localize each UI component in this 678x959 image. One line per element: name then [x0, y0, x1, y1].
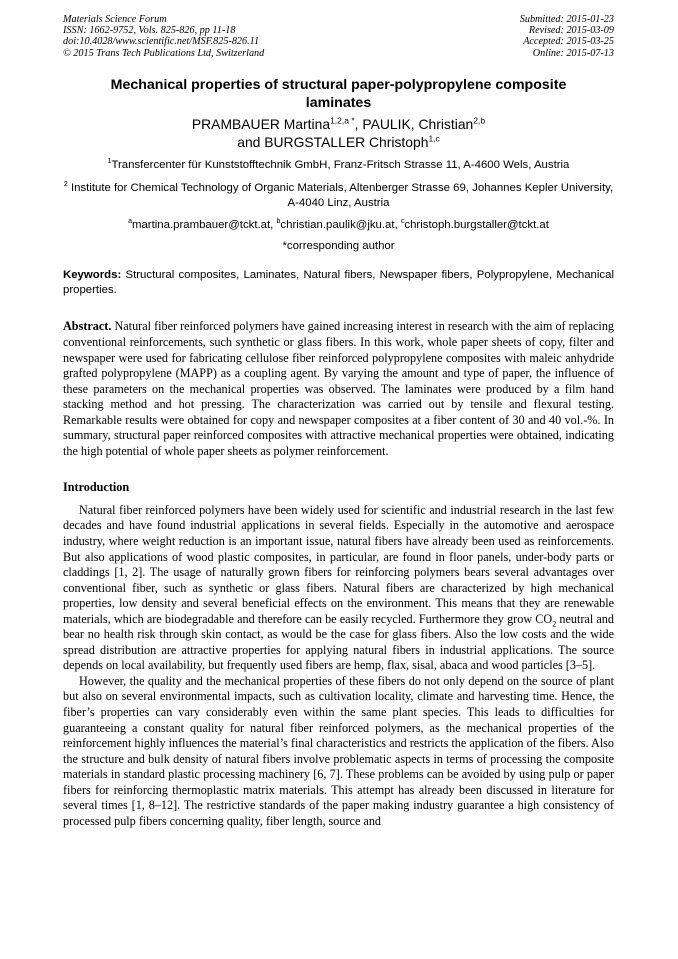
author-emails — [63, 218, 614, 233]
journal-header — [63, 14, 614, 59]
author-and: and — [237, 133, 265, 150]
author-separator: , — [354, 115, 363, 132]
accepted-date: Accepted: 2015-03-25 — [523, 36, 614, 48]
paper-title: Mechanical properties of structural paper-polypropylene composite laminates — [110, 76, 567, 111]
author-line-2 — [63, 133, 614, 151]
abstract-block — [63, 319, 614, 459]
affiliation-2-text: Institute for Chemical Technology of Organic Materials, Altenberger Strasse 69, Johannes Kepler University, A-4040 Linz, Austria — [70, 181, 614, 209]
email-separator: , — [394, 218, 401, 231]
co2-subscript: 2 — [552, 619, 557, 629]
email-separator: , — [270, 218, 277, 231]
submitted-date: Submitted: 2015-01-23 — [519, 14, 614, 25]
revised-date: Revised: 2015-03-09 — [528, 25, 614, 37]
email-a[interactable]: martina.prambauer@tckt.at — [131, 218, 271, 231]
keywords-label: Keywords: — [63, 268, 122, 281]
affiliation-2 — [63, 181, 614, 211]
affiliation-2-sup: 2 — [63, 181, 68, 189]
corresponding-author-note: *corresponding author — [282, 239, 395, 252]
author-3-name: BURGSTALLER Christoph — [264, 133, 429, 150]
journal-name: Materials Science Forum — [63, 14, 167, 25]
abstract-label: Abstract. — [63, 319, 112, 334]
author-1-name: PRAMBAUER Martina — [191, 115, 331, 132]
online-date: Online: 2015-07-13 — [532, 47, 614, 59]
abstract-text: Natural fiber reinforced polymers have gained increasing interest in research with the aim of replacing conventional reinforcements, such synthetic or glass fibers. In this work, whole paper sheets of copy, filter and newspaper were used for fabricating cellulose fiber reinforced polypropylene composites with maleic anhydride grafted polypropylene (MAPP) as a coupling agent. By varying the amount and type of paper, the influence of these parameters on the mechanical properties was observed. The laminates were produced by a film hand stacking method and hot pressing. The characterization was carried out by tensile and flexural testing. Remarkable results were obtained for copy and newspaper composites at a fiber content of 30 and 40 vol.-%. In summary, structural paper reinforced composites with attractive mechanical properties were obtained, indicating the high potential of whole paper sheets as polymer reinforcement. — [63, 319, 615, 458]
email-a-sup: a — [128, 218, 132, 226]
introduction-paragraph-1 — [63, 503, 614, 674]
email-c[interactable]: christoph.burgstaller@tckt.at — [404, 218, 549, 231]
article-doi[interactable]: doi:10.4028/www.scientific.net/MSF.825-826.11 — [63, 36, 260, 48]
journal-issn: ISSN: 1662-9752, Vols. 825-826, pp 11-18 — [63, 25, 236, 37]
affiliation-1-text: Transfercenter für Kunststofftechnik GmbH, Franz-Fritsch Strasse 11, A-4600 Wels, Austria — [111, 158, 570, 171]
author-2-name: PAULIK, Christian — [362, 115, 474, 132]
introduction-paragraph-2: However, the quality and the mechanical properties of these fibers do not only depend on the source of plant but also on several environmental impacts, such as cultivation locality, climate and harvesting time. Hence, the fiber’s properties can vary considerably even within the same plant species. This leads to difficulties for guaranteeing a constant quality for natural fiber reinforced polymers, as the mechanical properties of the reinforcement highly influences the material’s final characteristics and restricts the application of the fibers. Also the structure and bulk density of natural fibers involve problematic aspects in terms of processing the composite materials in standard plastic processing machinery [6, 7]. These problems can be avoided by using pulp or paper fibers for reinforcing thermoplastic matrix materials. This attempt has already been discussed in literature for several times [1, 8–12]. The restrictive standards of the paper making industry guarantee a high consistency of processed pulp fibers concerning quality, fiber length, source and — [63, 673, 614, 828]
author-2-sup: 2,b — [473, 115, 486, 126]
email-c-sup: c — [400, 218, 405, 226]
keywords-block — [63, 268, 614, 299]
author-list — [63, 115, 614, 151]
affiliation-1 — [63, 158, 614, 173]
copyright-line: © 2015 Trans Tech Publications Ltd, Switzerland — [63, 47, 265, 59]
header-right — [520, 14, 614, 59]
email-b[interactable]: christian.paulik@jku.at — [280, 218, 395, 231]
author-1-sup: 1,2,a * — [330, 115, 355, 126]
paragraph-1-text-b: neutral and bear no health risk through skin contact, as would be the case for glass fibers. Also the low costs and the wide spread distribution are attractive properties for applying natural fibers in industrial applications. The source depends on local availability, but frequently used fibers are hemp, flax, sisal, abaca and wood particles [3–5]. — [63, 611, 614, 673]
author-line-1 — [63, 115, 614, 133]
affiliation-1-sup: 1 — [107, 158, 112, 166]
email-b-sup: b — [276, 218, 281, 226]
section-heading-introduction: Introduction — [63, 480, 130, 495]
header-left — [63, 14, 264, 59]
author-3-sup: 1,c — [428, 133, 440, 144]
paragraph-1-text-a: Natural fiber reinforced polymers have been widely used for scientific and industrial research in the last few decades and have found industrial applications in several fields. Especially in the automotive and aerospace industry, where weight reduction is an important issue, natural fibers have already been used as reinforcements. But also applications of wood plastic composites, in particular, are found in floor panels, under-body parts or claddings [1, 2]. The usage of naturally grown fibers for reinforcing polymers bears several advantages over conventional fiber, such as synthetic or glass fibers. Natural fibers are characterized by high mechanical properties, low density and several beneficial effects on the environment. This means that they are renewable materials, which are biodegradable and therefore can be easily recycled. Furthermore they grow CO — [63, 502, 614, 626]
keywords-text: Structural composites, Laminates, Natural fibers, Newspaper fibers, Polypropylene, Mechanical properties. — [63, 268, 614, 297]
paper-page — [63, 14, 614, 829]
